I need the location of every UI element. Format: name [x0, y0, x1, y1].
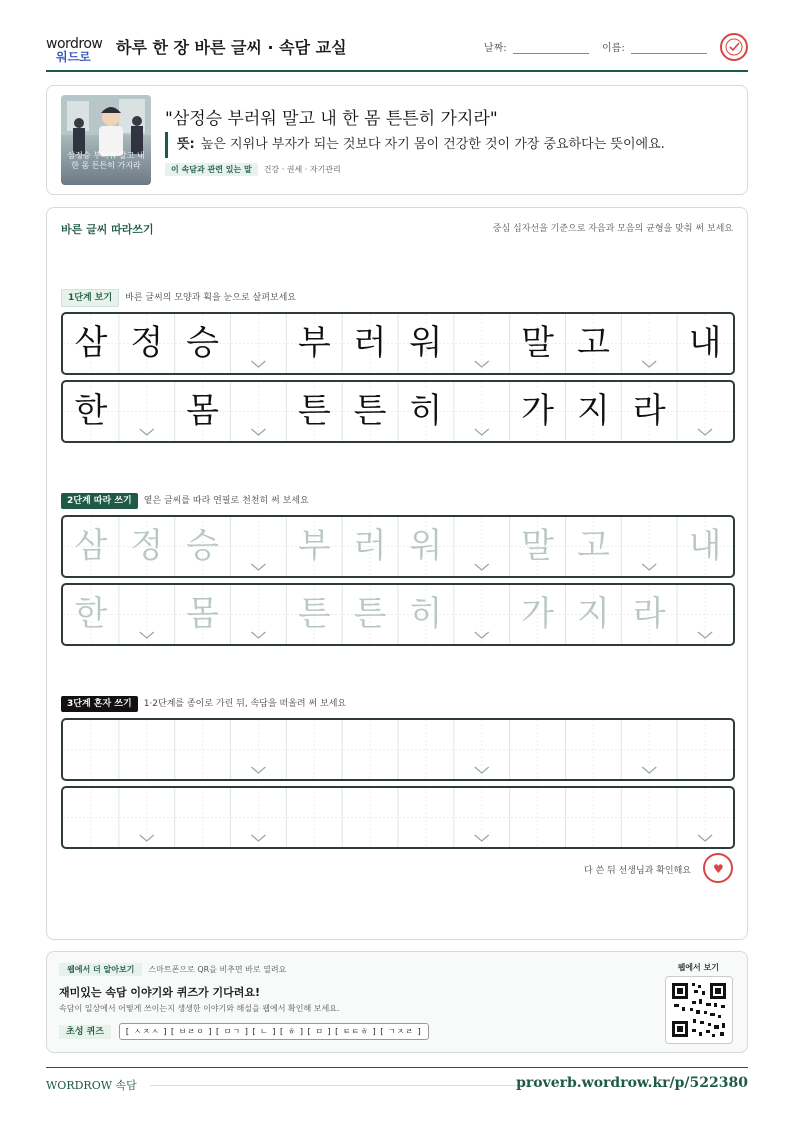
teacher-check-note: 다 쓴 뒤 선생님과 확인해요	[583, 866, 691, 876]
writing-cell: 몸	[186, 594, 219, 634]
writing-cell: 정	[130, 526, 164, 566]
writing-cell: 튼	[297, 391, 331, 431]
proverb-text: "삼정승 부러워 말고 내 한 몸 튼튼히 가지라"	[165, 109, 498, 129]
step1-badge: 1단계 보기	[61, 289, 119, 307]
proverb-illustration	[61, 95, 151, 185]
step1-header	[61, 289, 296, 305]
quiz-box: [ ㅅㅈㅅ ] [ ㅂㄹㅇ ] [ ㅁㄱ ] [ ㄴ ] [ ㅎ ] [ ㅁ ] [ ㅌㅌㅎ ] [ ㄱㅈㄹ ]	[119, 1023, 429, 1040]
guide-grid	[63, 788, 733, 847]
step2-row-2[interactable]	[61, 583, 735, 646]
step1-text: 바른 글씨의 모양과 획을 눈으로 살펴보세요	[125, 293, 296, 303]
writing-cell: 삼	[74, 526, 108, 566]
name-field[interactable]	[602, 39, 707, 54]
more-hint: 스마트폰으로 QR을 비추면 바로 열려요	[148, 965, 287, 974]
step2-badge: 2단계 따라 쓰기	[61, 493, 138, 509]
writing-cell: 내	[688, 526, 722, 566]
related-words	[165, 164, 341, 175]
writing-cell: 부	[297, 526, 331, 566]
date-field[interactable]	[484, 39, 589, 54]
related-text: 건강 · 권세 · 자기관리	[263, 165, 341, 174]
step2-header	[61, 493, 309, 509]
footer-divider	[150, 1085, 540, 1086]
writing-cell: 정	[130, 323, 164, 363]
page-header	[46, 30, 748, 72]
promo-text: 재미있는 속담 이야기와 퀴즈가 기다려요!	[59, 986, 260, 999]
writing-cell: 튼	[297, 594, 331, 634]
writing-cell: 라	[632, 594, 666, 634]
writing-cell: 내	[688, 323, 722, 363]
writing-cell: 튼	[353, 594, 387, 634]
qr-code-icon[interactable]	[665, 976, 733, 1044]
more-tag: 웹에서 더 알아보기	[59, 963, 142, 976]
promo-desc: 속담이 일상에서 어떻게 쓰이는지 생생한 이야기와 해설을 웹에서 확인해 보세요.	[59, 1004, 340, 1013]
writing-cell: 워	[409, 526, 443, 566]
wordrow-logo	[46, 36, 108, 62]
meaning-text: 높은 지위나 부자가 되는 것보다 자기 몸이 건강한 것이 가장 중요하다는 뜻이에요.	[200, 137, 665, 152]
footer-url[interactable]: proverb.wordrow.kr/p/522380	[516, 1075, 748, 1091]
practice-title: 바른 글씨 따라쓰기	[61, 223, 154, 236]
initial-quiz	[59, 1023, 429, 1040]
writing-cell: 말	[521, 323, 554, 363]
practice-hint: 중심 십자선을 기준으로 자음과 모음의 균형을 맞춰 써 보세요	[492, 224, 733, 234]
step3-row-2[interactable]	[61, 786, 735, 849]
proverb-card	[46, 85, 748, 195]
page-footer	[46, 1067, 748, 1092]
web-label: 웹에서 보기	[677, 963, 719, 972]
more-header	[59, 964, 286, 975]
step1-row-2	[61, 380, 735, 443]
logo-text: wordrow	[46, 36, 103, 52]
heart-stamp-icon: ♥	[703, 853, 733, 883]
logo-subtext: 워드로	[56, 50, 91, 64]
check-stamp-icon	[720, 33, 748, 61]
writing-cell: 고	[576, 323, 610, 363]
writing-cell: 지	[576, 594, 610, 634]
writing-cell: 워	[409, 323, 443, 363]
step3-text: 1·2단계를 종이로 가린 뒤, 속담을 떠올려 써 보세요	[143, 699, 347, 709]
name-label: 이름:	[602, 43, 625, 54]
writing-cell: 히	[409, 594, 443, 634]
illustration-caption: 삼정승 부러워 말고 내 한 몸 튼튼히 가지라	[67, 151, 145, 170]
writing-cell: 승	[186, 323, 219, 363]
footer-brand: WORDROW 속담	[46, 1079, 137, 1092]
writing-cell: 러	[353, 526, 387, 566]
writing-cell: 고	[576, 526, 610, 566]
writing-cell: 지	[576, 391, 610, 431]
step1-row-1	[61, 312, 735, 375]
writing-cell: 한	[74, 391, 108, 431]
step3-row-1[interactable]	[61, 718, 735, 781]
writing-cell: 한	[74, 594, 108, 634]
writing-cell: 승	[186, 526, 219, 566]
date-label: 날짜:	[484, 43, 507, 54]
step3-header	[61, 696, 346, 712]
writing-cell: 가	[521, 594, 554, 634]
related-tag: 이 속담과 관련 있는 말	[165, 163, 258, 176]
writing-cell: 러	[353, 323, 387, 363]
writing-cell: 튼	[353, 391, 387, 431]
writing-cell: 몸	[186, 391, 219, 431]
page-title: 하루 한 장 바른 글씨 · 속담 교실	[116, 38, 347, 57]
practice-card	[46, 207, 748, 940]
step3-badge: 3단계 혼자 쓰기	[61, 696, 138, 712]
writing-cell: 가	[521, 391, 554, 431]
step2-row-1[interactable]	[61, 515, 735, 578]
writing-cell: 히	[409, 391, 443, 431]
writing-cell: 삼	[74, 323, 108, 363]
writing-cell: 말	[521, 526, 554, 566]
more-card	[46, 951, 748, 1053]
proverb-meaning	[165, 132, 665, 158]
writing-cell: 라	[632, 391, 666, 431]
quiz-label: 초성 퀴즈	[59, 1025, 111, 1039]
writing-cell: 부	[297, 323, 331, 363]
meaning-label: 뜻:	[177, 137, 195, 152]
step2-text: 옅은 글씨를 따라 연필로 천천히 써 보세요	[143, 496, 309, 506]
guide-grid	[63, 720, 733, 779]
